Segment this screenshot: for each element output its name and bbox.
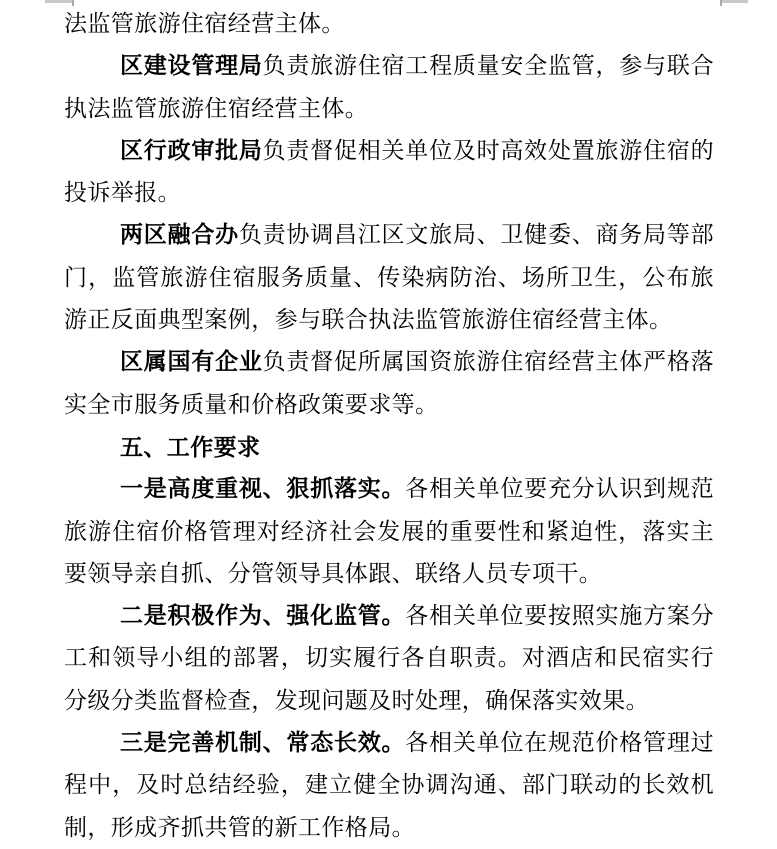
paragraph-text: 负责督促所属国资旅游住宿经营主体严格落实全市服务质量和价格政策要求等。 [64, 349, 714, 417]
paragraph-text: 负责协调昌江区文旅局、卫健委、商务局等部门，监管旅游住宿服务质量、传染病防治、场所卫生，公布旅游正反面典型案例，参与联合执法监管旅游住宿经营主体。 [64, 222, 714, 333]
paragraph-lead: 二是积极作为、强化监管。 [120, 603, 406, 629]
section-heading-text: 五、工作要求 [120, 433, 261, 460]
paragraph-text: 各相关单位要按照实施方案分工和领导小组的部署，切实履行各自职责。对酒店和民宿实行分级分类监督检查，发现问题及时处理，确保落实效果。 [64, 603, 714, 713]
paragraph-text: 法监管旅游住宿经营主体。 [64, 11, 345, 36]
paragraph-requirement-2 [64, 595, 714, 722]
paragraph-lead: 区建设管理局 [120, 53, 263, 79]
paragraph-text: 各相关单位要充分认识到规范旅游住宿价格管理对经济社会发展的重要性和紧迫性，落实主要领导亲自抓、分管领导具体跟、联络人员专项干。 [64, 476, 714, 586]
paragraph-lead: 区行政审批局 [120, 137, 263, 163]
paragraph-continuation [64, 3, 714, 45]
paragraph-text: 负责旅游住宿工程质量安全监管，参与联合执法监管旅游住宿经营主体。 [64, 53, 714, 121]
paragraph-lead: 一是高度重视、狠抓落实。 [120, 476, 406, 502]
paragraph-requirement-3 [64, 722, 714, 849]
document-text-area [64, 3, 714, 849]
paragraph-lead: 两区融合办 [120, 222, 239, 248]
paragraph-text: 负责督促相关单位及时高效处置旅游住宿的投诉举报。 [64, 137, 714, 206]
paragraph-text: 各相关单位在规范价格管理过程中，及时总结经验，建立健全协调沟通、部门联动的长效机制，形成齐抓共管的新工作格局。 [64, 730, 714, 840]
paragraph-duty-admin-approval-bureau [64, 130, 714, 215]
paragraph-duty-two-district-integration-office [64, 214, 714, 341]
paragraph-requirement-1 [64, 468, 714, 595]
paragraph-lead: 三是完善机制、常态长效。 [120, 730, 406, 756]
paragraph-duty-construction-bureau [64, 45, 714, 130]
section-heading-work-requirements [64, 426, 714, 468]
page-margin-mark-right [720, 0, 748, 3]
paragraph-duty-state-owned-enterprises [64, 341, 714, 426]
paragraph-lead: 区属国有企业 [120, 349, 263, 375]
